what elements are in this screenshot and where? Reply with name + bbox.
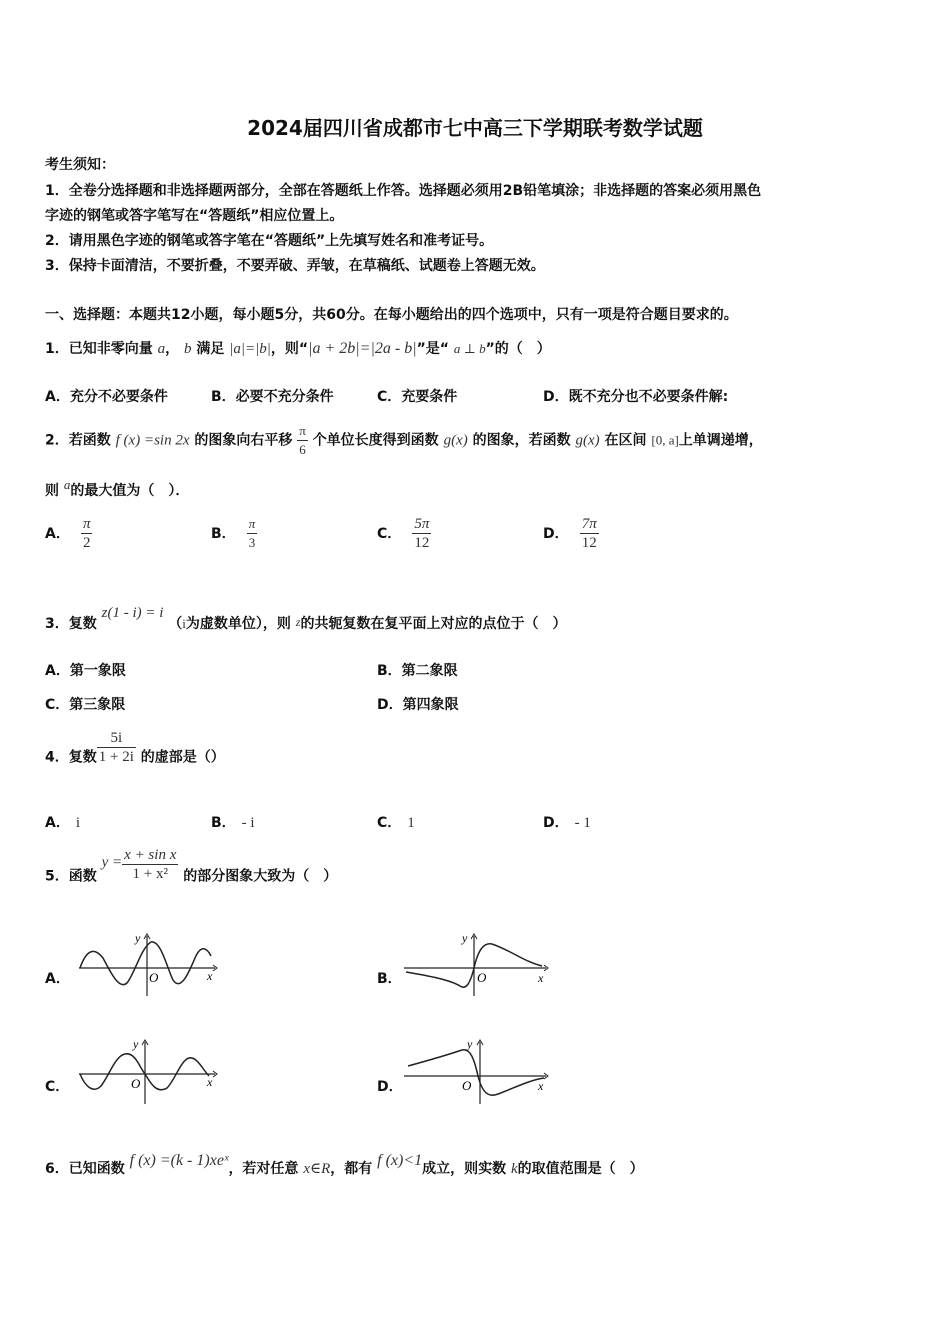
q1-text: 1．已知非零向量 xyxy=(45,341,153,357)
axis-y-label: y xyxy=(135,931,141,945)
q3-imag-unit: i xyxy=(182,616,186,631)
q2-option-a[interactable] xyxy=(45,515,92,552)
q2-interval: [0, a] xyxy=(651,432,679,448)
q2-option-b[interactable] xyxy=(211,515,257,552)
q2-option-c-value: $\frac{5\pi}{12}$ xyxy=(414,516,430,551)
notice-item-1b: 字迹的钢笔或答字笔写在“答题纸”相应位置上。 xyxy=(45,208,344,224)
page-title: 2024届四川省成都市七中高三下学期联考数学试题 xyxy=(247,116,703,140)
origin-label: O xyxy=(477,970,487,985)
q3-variable-z: z xyxy=(295,615,301,629)
q6-function: f (x) =(k - 1)xeˣ xyxy=(129,1152,229,1169)
question-2 xyxy=(45,422,763,459)
q3-option-b[interactable]: B．第二象限 xyxy=(377,663,458,679)
q2-option-c[interactable] xyxy=(377,515,431,552)
q5-option-b-label[interactable]: B． xyxy=(377,971,402,987)
q2-option-c-label: C． xyxy=(377,526,402,542)
q6-inequality: f (x)<1 xyxy=(377,1152,423,1169)
q2-option-a-value: $\frac{\pi}{2}$ xyxy=(82,516,91,551)
q5-option-d-label[interactable]: D． xyxy=(377,1079,403,1095)
q5-graph-d[interactable] xyxy=(400,1036,555,1106)
q4-option-a-label: A． xyxy=(45,815,70,831)
q1-comma: ， xyxy=(165,341,180,357)
q2-text: 的图象，若函数 xyxy=(472,432,571,449)
q3-text: 的共轭复数在复平面上对应的点位于（ ） xyxy=(300,616,567,632)
notice-heading: 考生须知： xyxy=(45,157,115,173)
q1-option-c[interactable]: C．充要条件 xyxy=(377,389,458,405)
q5-option-c-label[interactable]: C． xyxy=(45,1079,70,1095)
notice-item-3: 3．保持卡面清洁，不要折叠，不要弄破、弄皱，在草稿纸、试题卷上答题无效。 xyxy=(45,258,545,274)
q6-text: ，若对任意 xyxy=(228,1161,299,1177)
question-4 xyxy=(45,729,225,767)
q3-text: 3．复数 xyxy=(45,616,97,632)
axis-y-label: y xyxy=(467,1037,473,1051)
q6-text: 成立，则实数 xyxy=(422,1161,507,1177)
q2-text: 则 xyxy=(45,483,59,499)
q4-option-c-label: C． xyxy=(377,815,402,831)
q2-function-f: f (x) =sin 2x xyxy=(115,432,190,449)
q6-condition: x∈R xyxy=(303,1161,331,1177)
q4-option-d-label: D． xyxy=(543,815,569,831)
q2-text: 在区间 xyxy=(604,432,647,449)
q6-text: 的取值范围是（ ） xyxy=(517,1161,644,1177)
origin-label: O xyxy=(131,1076,141,1091)
question-2-line2 xyxy=(45,477,190,500)
q4-option-b[interactable] xyxy=(211,812,255,832)
q1-text: ”的（ ） xyxy=(485,341,551,357)
q2-option-d-label: D． xyxy=(543,526,569,542)
q4-fraction: $\frac{5i}{1 + 2i}$ xyxy=(98,730,134,765)
q2-function-g: g(x) xyxy=(443,432,468,449)
q1-option-a[interactable]: A．充分不必要条件 xyxy=(45,389,168,405)
q1-option-d[interactable]: D．既不充分也不必要条件解: xyxy=(543,389,729,405)
axis-x-label: x xyxy=(207,1075,213,1089)
section-heading: 一、选择题：本题共12小题，每小题5分，共60分。在每小题给出的四个选项中，只有一项是符合题目要求的。 xyxy=(45,307,738,323)
q2-text: 上单调递增， xyxy=(678,432,763,449)
q5-option-a-label[interactable]: A． xyxy=(45,971,70,987)
q3-text: 为虚数单位），则 xyxy=(185,616,291,632)
q1-vector-a: a xyxy=(157,341,166,357)
q3-option-a[interactable]: A．第一象限 xyxy=(45,663,126,679)
origin-label: O xyxy=(149,970,159,985)
q5-graph-c[interactable] xyxy=(75,1036,225,1106)
axis-x-label: x xyxy=(538,1079,544,1093)
q2-text: 个单位长度得到函数 xyxy=(312,432,439,449)
notice-item-2: 2．请用黑色字迹的钢笔或答字笔在“答题纸”上先填写姓名和准考证号。 xyxy=(45,233,494,249)
q4-option-a-value: i xyxy=(75,815,81,831)
q2-function-g2: g(x) xyxy=(575,432,600,449)
q3-option-c[interactable]: C．第三象限 xyxy=(45,697,126,713)
q1-vector-b: b xyxy=(184,341,192,357)
notice-item-1a: 1．全卷分选择题和非选择题两部分，全部在答题纸上作答。选择题必须用2B铅笔填涂；非选择题的答案必须用黑色 xyxy=(45,183,762,199)
q1-text: ，则“ xyxy=(270,341,309,357)
axis-x-label: x xyxy=(538,971,544,985)
axis-y-label: y xyxy=(133,1037,139,1051)
q6-variable-k: k xyxy=(511,1161,518,1177)
axis-y-label: y xyxy=(462,931,468,945)
question-5 xyxy=(45,846,337,886)
q5-text: 5．函数 xyxy=(45,868,97,885)
q3-equation: z(1 - i) = i xyxy=(101,605,164,621)
q5-graph-b[interactable] xyxy=(400,928,555,998)
q1-text: ”是“ xyxy=(416,341,449,357)
axis-x-label: x xyxy=(207,969,213,983)
q4-option-c-value: 1 xyxy=(407,815,415,831)
q2-variable-a: a xyxy=(63,477,71,492)
q2-option-b-label: B． xyxy=(211,526,236,542)
origin-label: O xyxy=(462,1078,472,1093)
q2-option-b-value: $\frac{\pi}{3}$ xyxy=(248,516,256,550)
q4-option-b-label: B． xyxy=(211,815,236,831)
q4-option-b-value: - i xyxy=(241,815,255,831)
q2-text: 2．若函数 xyxy=(45,432,111,449)
q4-option-d[interactable] xyxy=(543,812,591,832)
q1-text: 满足 xyxy=(196,341,225,357)
q1-option-b[interactable]: B．必要不充分条件 xyxy=(211,389,334,405)
q4-option-c[interactable] xyxy=(377,812,415,832)
q4-option-a[interactable] xyxy=(45,812,80,832)
q2-text: 的图象向右平移 xyxy=(194,432,293,449)
q5-fraction: $\frac{\text{x + sin x}}{\text{1 + x²}}$ xyxy=(124,847,177,882)
question-6 xyxy=(45,1152,644,1178)
q5-y: y = xyxy=(101,854,123,871)
q2-text: 的最大值为（ ）． xyxy=(70,483,190,499)
q4-text: 4．复数 xyxy=(45,749,97,766)
q2-option-d[interactable] xyxy=(543,515,599,552)
q1-condition: |a|=|b| xyxy=(229,341,271,357)
q5-graph-a[interactable] xyxy=(75,928,225,998)
q1-perp: a ⊥ b xyxy=(453,341,486,356)
question-1 xyxy=(45,338,551,358)
q6-text: ，都有 xyxy=(330,1161,373,1177)
q2-option-a-label: A． xyxy=(45,526,70,542)
q3-option-d[interactable]: D．第四象限 xyxy=(377,697,459,713)
question-3 xyxy=(45,602,567,632)
q3-text: （ xyxy=(168,616,183,632)
q5-text: 的部分图象大致为（ ） xyxy=(183,868,338,885)
q1-expression: |a + 2b|=|2a - b| xyxy=(308,340,417,357)
q6-text: 6．已知函数 xyxy=(45,1161,125,1177)
q4-option-d-value: - 1 xyxy=(574,815,591,831)
q4-text: 的虚部是（） xyxy=(140,749,225,766)
q2-option-d-value: $\frac{7\pi}{12}$ xyxy=(581,516,597,551)
q2-shift-fraction: $\frac{\pi}{6}$ xyxy=(299,423,306,457)
